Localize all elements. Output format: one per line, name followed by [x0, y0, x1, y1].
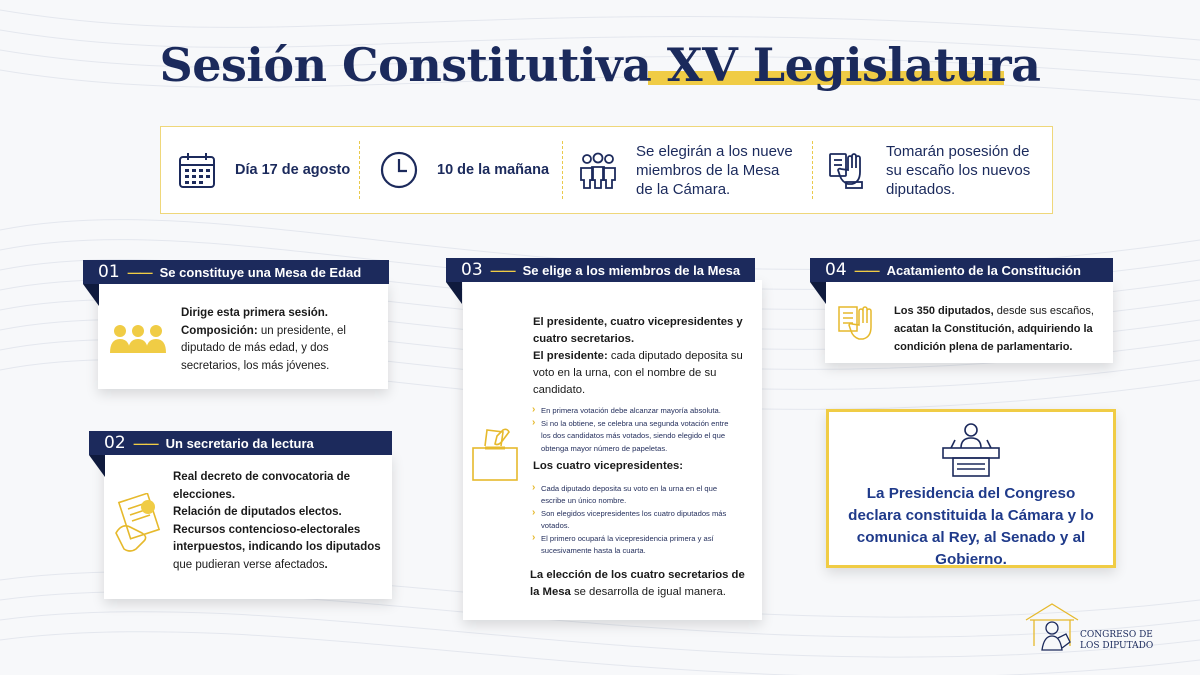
info-oath-text: Tomarán posesión de su escaño los nuevos diputados.	[886, 142, 1031, 198]
section-02-text	[173, 469, 388, 574]
section-03-text	[530, 314, 745, 602]
raised-hand-icon	[828, 150, 868, 190]
group-silhouettes-icon	[108, 323, 168, 355]
congreso-logo-text	[1080, 630, 1153, 652]
oath-hand-icon	[837, 303, 881, 349]
section-03-number: 03	[461, 260, 483, 280]
section-04-bold2: acatan la Constitución, adquiriendo la condición plena de parlamentario.	[894, 323, 1093, 353]
section-03-pres-bullet: › En primera votación debe alcanzar mayoría absoluta.	[531, 405, 737, 418]
section-03-final-bold: La elección de los cuatro secretarios de la Mesa	[530, 568, 745, 598]
info-item-members	[562, 127, 812, 213]
section-04-header	[810, 258, 1113, 282]
logo-line1: CONGRESO DE	[1080, 630, 1153, 640]
info-members-text: Se elegirán a los nueve miembros de la Mesa de la Cámara.	[636, 142, 793, 198]
section-01-fold	[83, 284, 99, 306]
speaker-podium-icon	[939, 422, 1003, 478]
title-part2: XV Legislatura	[666, 38, 1041, 92]
section-01-card	[98, 281, 388, 389]
section-01-line1: Dirige esta primera sesión.	[181, 307, 329, 319]
section-02-line3-bold: Recursos contencioso-electorales interpuestos, indicando los diputados	[173, 523, 381, 553]
section-04-number: 04	[825, 260, 847, 280]
section-02-line3-rest: que pudieran verse afectados	[173, 558, 325, 571]
section-01-header	[83, 260, 389, 284]
statement-text: La Presidencia del Congreso declara constituida la Cámara y lo comunica al Rey, al Senado y al Gobierno.	[848, 485, 1094, 568]
congreso-logo-emblem	[1022, 598, 1082, 656]
section-03-dash: ——	[490, 262, 515, 278]
calendar-icon	[177, 150, 217, 190]
section-01-text	[181, 305, 381, 375]
section-01-composition-label: Composición:	[181, 324, 258, 337]
section-03-final-text: se desarrolla de igual manera.	[573, 586, 726, 598]
section-02-header	[89, 431, 392, 455]
section-03-pres-label: El presidente:	[533, 350, 608, 362]
section-03-card	[463, 280, 762, 620]
section-04-fold	[810, 282, 826, 304]
people-icon	[578, 150, 618, 190]
section-02-title: Un secretario da lectura	[165, 435, 314, 451]
info-bar	[160, 126, 1053, 214]
page-title	[0, 38, 1200, 92]
section-02-line1: Real decreto de convocatoria de elecciones.	[173, 471, 351, 501]
info-item-date	[161, 127, 359, 213]
section-02-number: 02	[104, 433, 126, 453]
section-02-fold	[89, 455, 105, 477]
section-03-vice-label: Los cuatro vicepresidentes:	[533, 460, 684, 472]
clock-icon	[379, 150, 419, 190]
section-02-line3-end: .	[324, 558, 328, 571]
info-item-oath	[812, 127, 1052, 213]
section-04-card	[825, 281, 1113, 363]
section-04-dash: ——	[854, 262, 879, 278]
section-01-composition-text: un presidente, el diputado de más edad, y dos secretarios, los más jóvenes.	[181, 324, 346, 372]
section-02-dash: ——	[133, 435, 158, 451]
section-03-title: Se elige a los miembros de la Mesa	[522, 262, 741, 278]
info-time-text: 10 de la mañana	[437, 161, 550, 178]
section-03-pres-text: cada diputado deposita su voto en la urna, con el nombre de su candidato.	[533, 350, 743, 396]
section-02-line2: Relación de diputados electos.	[173, 506, 342, 518]
ballot-box-icon	[469, 422, 521, 482]
title-part1: Sesión Constitutiva	[159, 38, 667, 92]
info-date-text: Día 17 de agosto	[235, 161, 351, 178]
section-04-text	[894, 302, 1109, 356]
section-02-card	[104, 453, 392, 599]
section-01-title: Se constituye una Mesa de Edad	[159, 264, 362, 280]
section-03-fold	[446, 282, 462, 304]
statement-box	[826, 409, 1116, 568]
info-item-time	[359, 127, 562, 213]
section-04-title: Acatamiento de la Constitución	[886, 262, 1081, 278]
section-01-number: 01	[98, 262, 120, 282]
section-01-dash: ——	[127, 264, 152, 280]
section-04-bold1: Los 350 diputados,	[894, 305, 994, 317]
hand-document-icon	[110, 493, 166, 555]
section-03-vice-bullet: › Son elegidos vicepresidentes los cuatro diputados más votados.	[531, 508, 737, 533]
section-03-pres-bullet: › Si no la obtiene, se celebra una segunda votación entre los dos candidatos más votados, siendo elegido el que obtenga mayor número de papeletas.	[531, 418, 737, 456]
section-03-vice-bullet: › El primero ocupará la vicepresidencia primera y así sucesivamente hasta la cuarta.	[531, 533, 737, 558]
section-03-intro: El presidente, cuatro vicepresidentes y cuatro secretarios.	[533, 316, 743, 345]
section-03-header	[446, 258, 755, 282]
section-03-vice-bullet: › Cada diputado deposita su voto en la urna en el que escribe un único nombre.	[531, 483, 737, 508]
logo-line2: LOS DIPUTADO	[1080, 641, 1154, 651]
section-04-text1: desde sus escaños,	[996, 305, 1094, 317]
